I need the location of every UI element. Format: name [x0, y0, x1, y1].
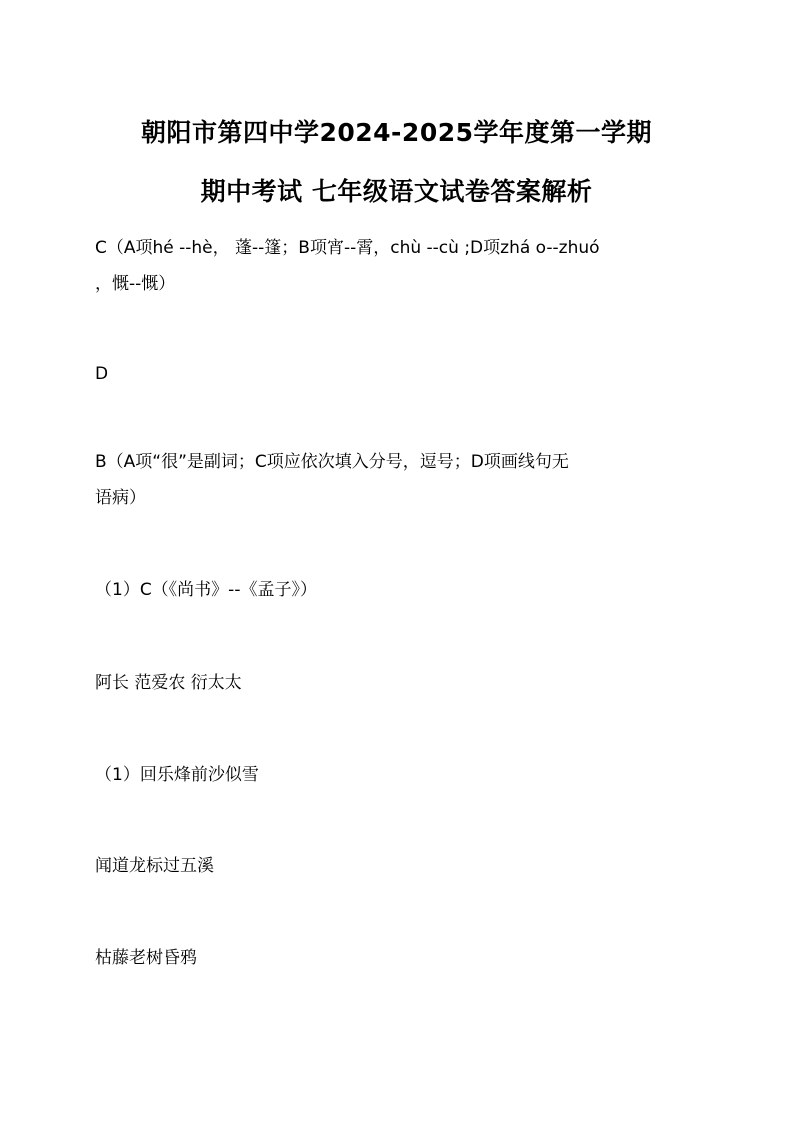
answer-3-line-1: B（A项“很”是副词；C项应依次填入分号，逗号；D项画线句无	[95, 452, 569, 472]
answer-8-line-1: 枯藤老树昏鸦	[95, 948, 197, 968]
answer-1-line-2: ，慨--慨）	[95, 274, 176, 294]
answer-7	[95, 848, 695, 884]
answer-4	[95, 572, 695, 608]
answer-3	[95, 444, 695, 516]
document-title-line-2: 期中考试 七年级语文试卷答案解析	[200, 177, 593, 206]
answer-5-line-1: 阿长 范爱农 衍太太	[95, 673, 242, 693]
answer-5	[95, 665, 695, 701]
answer-3-line-2: 语病）	[95, 488, 146, 508]
answer-8	[95, 940, 695, 976]
answer-4-line-1: （1）C（《尚书》--《孟子》）	[95, 580, 317, 600]
answer-1-line-1: C（A项hé --hè， 蓬--篷；B项宵--霄，chù --cù ;D项zhá o--zhuó	[95, 238, 600, 258]
answer-6	[95, 757, 695, 793]
answer-2	[95, 356, 695, 392]
answer-7-line-1: 闻道龙标过五溪	[95, 856, 214, 876]
answer-2-line-1: D	[95, 364, 109, 384]
answer-6-line-1: （1）回乐烽前沙似雪	[95, 765, 259, 785]
answer-1	[95, 230, 695, 302]
document-title-line-1: 朝阳市第四中学2024-2025学年度第一学期	[140, 118, 653, 147]
